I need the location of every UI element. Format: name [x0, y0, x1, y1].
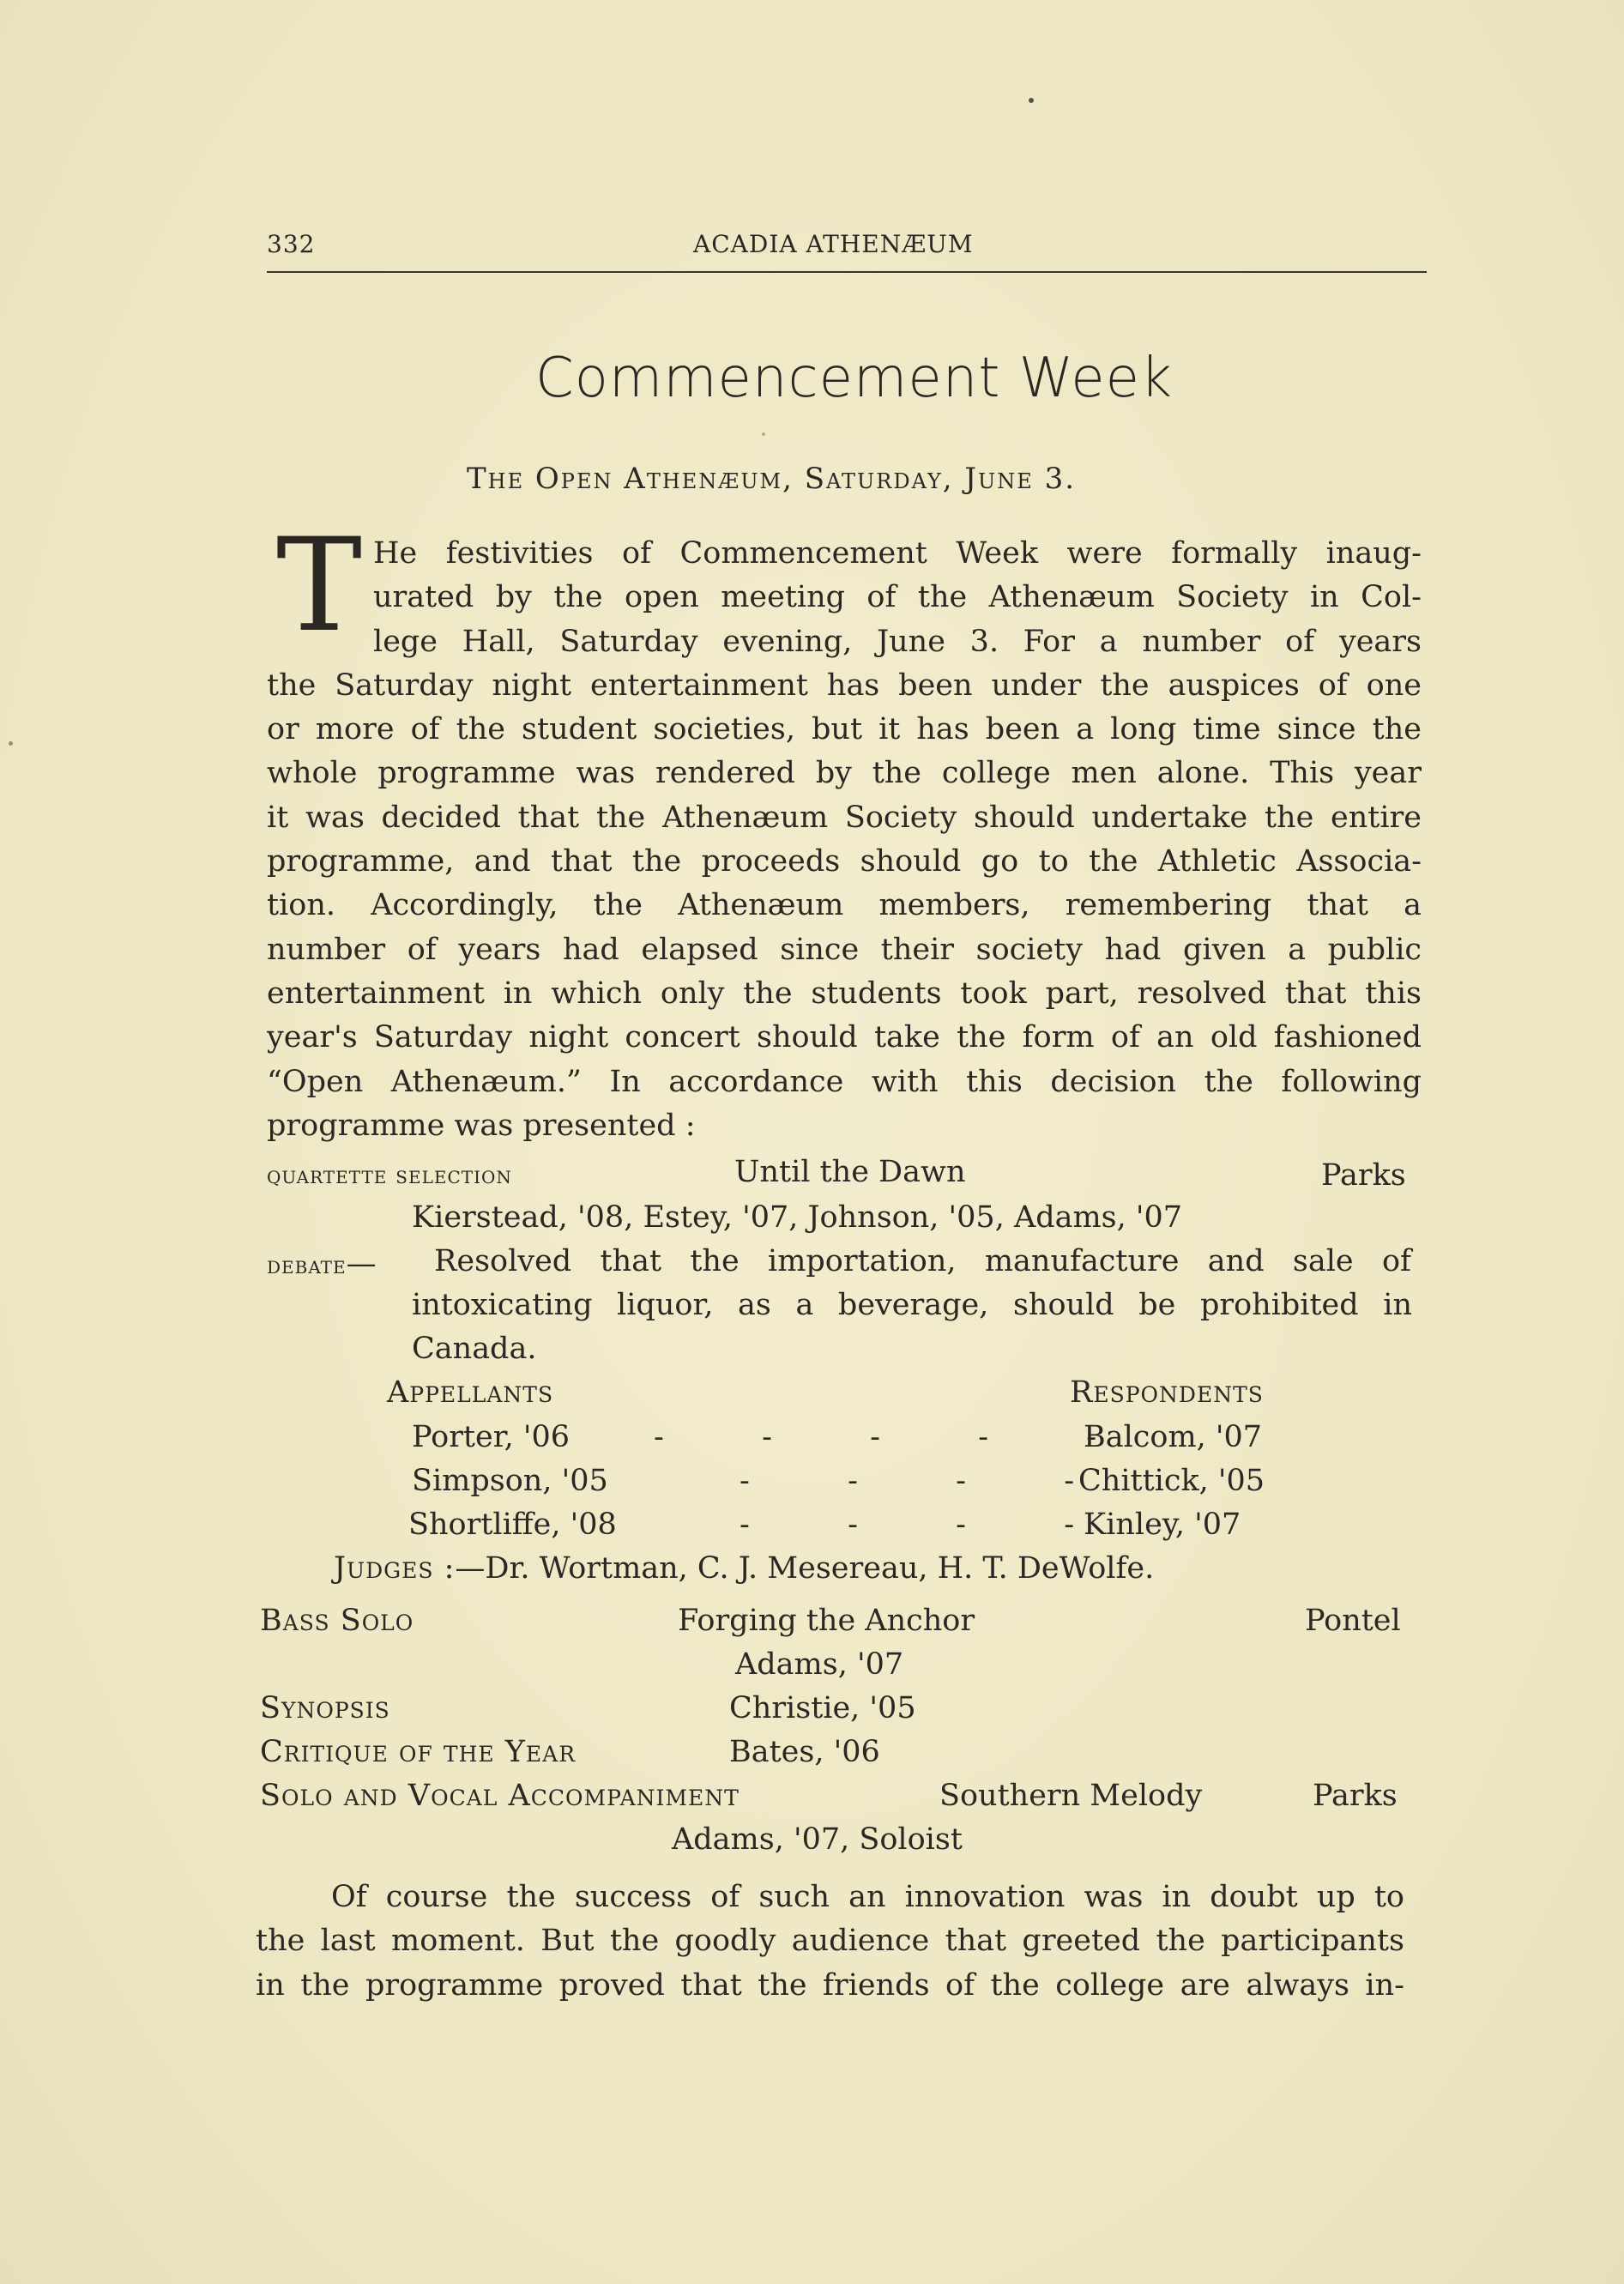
running-title: ACADIA ATHENÆUM: [693, 230, 974, 258]
intro-line: entertainment in which only the students took part, resolved that this: [267, 976, 1422, 1011]
intro-line: programme, and that the proceeds should go to the Athletic Associa-: [267, 844, 1422, 879]
quartette-composer: Parks: [1321, 1158, 1406, 1193]
intro-paragraph: [267, 532, 1422, 1148]
page-title: Commencement Week: [535, 347, 1174, 410]
paper-speck: [9, 741, 13, 746]
intro-line: “Open Athenæum.” In accordance with this decision the following: [267, 1064, 1422, 1099]
intro-line: tion. Accordingly, the Athenæum members, remembering that a: [267, 888, 1422, 923]
closing-line: in the programme proved that the friends of the college are always in-: [256, 1967, 1404, 2003]
respondent-name: Chittick, '05: [1078, 1464, 1265, 1498]
critique-label: Critique of the Year: [260, 1735, 577, 1769]
quartette-piece: Until the Dawn: [734, 1155, 966, 1189]
judges-names: —Dr. Wortman, C. J. Mesereau, H. T. DeWolfe.: [455, 1551, 1155, 1586]
appellant-name: Shortliffe, '08: [408, 1508, 617, 1542]
appellant-name: Porter, '06: [412, 1420, 571, 1454]
solo-vocal-label: Solo and Vocal Accompaniment: [260, 1779, 740, 1813]
debate-dash: —: [346, 1247, 377, 1281]
debate-label: [267, 1242, 377, 1287]
closing-paragraph: [256, 1876, 1404, 2008]
solo-vocal-composer: Parks: [1313, 1779, 1398, 1813]
leader-dashes: - - - - -: [654, 1420, 1097, 1454]
closing-line: Of course the success of such an innovation was in doubt up to: [331, 1880, 1404, 1914]
closing-line: the last moment. But the goodly audience that greeted the participants: [256, 1924, 1404, 1959]
synopsis-label: Synopsis: [260, 1691, 390, 1725]
intro-line: the Saturday night entertainment has been under the auspices of one: [267, 668, 1422, 703]
respondent-name: Balcom, '07: [1084, 1420, 1263, 1454]
debate-line: Resolved that the importation, manufacture and sale of: [434, 1244, 1411, 1278]
leader-dashes: - - - -: [740, 1508, 1075, 1542]
intro-line: He festivities of Commencement Week were formally inaug-: [373, 536, 1422, 571]
leader-dashes: - - - -: [740, 1464, 1075, 1498]
intro-line: or more of the student societies, but it has been a long time since the: [267, 712, 1422, 747]
paper-speck: [1029, 98, 1034, 103]
header-rule: [267, 271, 1427, 273]
intro-line: it was decided that the Athenæum Society should undertake the entire: [267, 800, 1422, 835]
bass-solo-performer: Adams, '07: [735, 1647, 904, 1682]
paper-speck: [762, 432, 765, 436]
section-subtitle: The Open Athenæum, Saturday, June 3.: [467, 462, 1077, 496]
judges-line: [334, 1547, 1154, 1591]
intro-line: year's Saturday night concert should take the form of an old fashioned: [267, 1020, 1422, 1055]
bass-solo-composer: Pontel: [1305, 1604, 1401, 1638]
respondent-name: Kinley, '07: [1084, 1508, 1241, 1542]
appellant-name: Simpson, '05: [412, 1464, 608, 1498]
appellants-heading: Appellants: [387, 1375, 554, 1410]
debate-label-text: debate: [267, 1251, 347, 1279]
quartette-label: quartette selection: [267, 1161, 512, 1189]
drop-cap: T: [276, 511, 363, 661]
debate-line: Canada.: [412, 1332, 537, 1366]
bass-solo-piece: Forging the Anchor: [678, 1604, 975, 1638]
intro-line: number of years had elapsed since their society had given a public: [267, 932, 1422, 967]
intro-line: programme was presented :: [267, 1108, 696, 1143]
intro-line: lege Hall, Saturday evening, June 3. For a number of years: [373, 624, 1422, 659]
intro-line: whole programme was rendered by the college men alone. This year: [267, 756, 1422, 791]
solo-vocal-piece: Southern Melody: [939, 1779, 1203, 1813]
critique-performer: Bates, '06: [729, 1735, 880, 1769]
debate-line: intoxicating liquor, as a beverage, should be prohibited in: [412, 1288, 1412, 1322]
page-number: 332: [267, 230, 316, 258]
intro-line: urated by the open meeting of the Athenæum Society in Col-: [373, 580, 1422, 615]
respondents-heading: Respondents: [1070, 1375, 1264, 1410]
bass-solo-label: Bass Solo: [260, 1604, 414, 1638]
solo-vocal-performer: Adams, '07, Soloist: [672, 1822, 963, 1857]
synopsis-performer: Christie, '05: [729, 1691, 916, 1725]
judges-label: Judges :: [334, 1551, 456, 1586]
quartette-performers: Kierstead, '08, Estey, '07, Johnson, '05, Adams, '07: [412, 1200, 1183, 1235]
